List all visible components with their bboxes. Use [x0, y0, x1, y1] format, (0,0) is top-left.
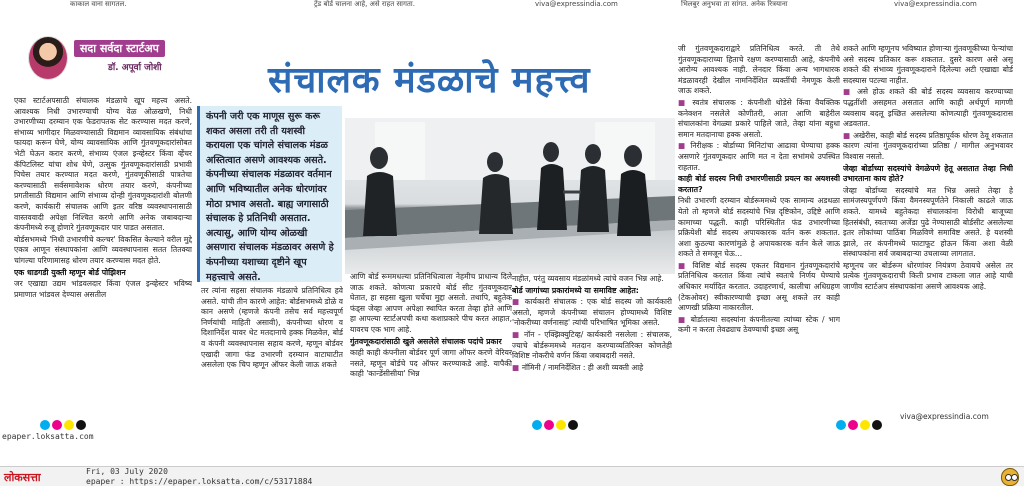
bullet-paragraph — [512, 330, 672, 362]
registration-marks-left — [40, 420, 86, 430]
bullet-text: असे होऊ शकते की बोर्ड सदस्य व्यवसाय करण्याच्या पद्धतींशी असहमत असतात आणि काही अर्थपूर्ण मागणी व्यवसाय बदलू इच्छित असलेल्या कोणत्याही गुंतवणूकदारास अडवतात. — [843, 87, 1013, 129]
registration-marks-center — [532, 420, 578, 430]
bullet-text: अखेरीस, काही बोर्ड सदस्य प्रतिष्ठापूर्वक धोरण ठेवू शकतात कारण त्यांना गुंतवणूकदारांच्या प्रतिष्ठा / मागील अनुभवावर विश्वास नसतो. — [843, 130, 1013, 161]
bullet-paragraph — [678, 98, 840, 140]
footer-link[interactable]: epaper : https://epaper.loksatta.com/c/53171884 — [86, 477, 313, 486]
body-paragraph: बोर्डसभमध्ये 'निधी उभारणीचे कल्चर' विकसित केल्याने वरील मुद्दे एकत्र आणून संस्थापकांना आणि व्यवस्थापनास सतत तितक्या चांगल्या परिणामासह धोरण तयार करण्यास मदत होते. — [14, 234, 192, 265]
top-strip-mid-text: ट्रेंड बोर्ड चालना आहे, असे राहत सागता. — [314, 0, 415, 8]
bullet-text: निरीक्षक : बोर्डाच्या मिनिटांचा आढावा घेण्याचा हक्क असणारे गुंतवणूकदार आणि मत न देता सभांमधे उपस्थित राहतात. — [678, 141, 840, 172]
footer-meta — [86, 467, 312, 486]
bullet-paragraph — [512, 297, 672, 329]
article-column-3 — [350, 272, 512, 438]
body-paragraph: जेव्हा बोर्डाच्या सदस्यांचे मत भिन्न असते तेव्हा हे सामंजस्यपूर्णपणे किंवा वैमनस्यपूर्णतेने निकाली काढले जाऊ शकते. यामध्ये बहुतेकदा संचालकांना विरोधी बाजूच्या हितसंबंधी, स्वतःच्या अजेंडा पुढे नेण्यासाठी बोर्डसीट असलेल्या इतर लोकांच्या पाठिंबा मिळविणे समाविष्ट असते. हे यशस्वी झाले, तर कंपनीमध्ये फाटाफूट होऊन किंवा अशा वेळी संस्थापकांना सर्व जबाबदाऱ्या उचलाव्या लागतात. — [843, 185, 1013, 259]
bullet-text: नॉन - एक्झिक्युटिव्ह/ कार्यकारी नसलेला : संचालक, ज्याचे बोर्डरूममध्ये मतदान करण्याव्यतिरिक्त कोणतेही विशिष्ट नोकरीचे वर्णन किंवा जबाबदारी नसते. — [512, 329, 672, 361]
bullet-text: बोर्डातल्या सदस्यांना कंपनीतल्या त्यांच्या स्टेक / भाग कमी न करता तेवढ्याच ठेवण्याची इच्छा असू — [678, 314, 840, 335]
bullet-paragraph — [678, 315, 840, 336]
author-name: डॉ. अपूर्वा जोशी — [108, 63, 162, 73]
subheading: काही बोर्ड सदस्य निधी उभारणीसाठी प्रयत्न का अयशस्वी करतात? — [678, 174, 840, 194]
body-paragraph: आणि बोर्ड रूममधल्या प्रतिनिधित्वाला नेहमीच प्राधान्य दिले जाऊ शकते. कोणत्या प्रकारचे बोर्ड सीट गुंतवणूकदार घेतात, हा सहसा खुला चर्चेचा मुद्दा असतो. तथापि, बहुतेक फंड्स जेव्हा आपण अपेक्षा स्थापित करता तेव्हा होते आणि हा आपल्या स्टार्टअपची कथा कशाप्रकारे पीच करत आहात, यावरच एक भाग आहे. — [350, 272, 512, 334]
article-column-2 — [201, 286, 343, 444]
subheading: जेव्हा बोर्डाच्या सदस्यांचे वेगळेपणे हेतू असतात तेव्हा निधी उभारताना काय होते? — [843, 163, 1013, 184]
print-url[interactable]: epaper.loksatta.com — [2, 432, 94, 441]
bullet-text: विशिष्ट बोर्ड सदस्य एकतर विद्यमान गुंतवणूकदारांचे प्रतिनिधित्व करतात किंवा त्यांचे स्वतःचे निर्णय घेण्याचे अधिकार मर्यादित करतात. उदाहरणार्थ, कालीचा अधिग्रहण (टेकओवर) स्वीकारण्याची इच्छा असू शकते तर काही आणखी प्रक्रिया नाकारतील. — [678, 260, 840, 313]
body-paragraph: जर एखाद्या उद्यम भांडवलदार किंवा एंजल इन्व्हेस्टर भविष्य प्रमाणात भांडवल देण्यास असतील — [14, 279, 192, 299]
bullet-paragraph — [843, 131, 1013, 163]
bullet-marker: ■ — [512, 329, 525, 339]
boardroom-figures-image — [345, 118, 675, 274]
body-paragraph: नाहीत, परंतु व्यवसाय मंडळांमध्ये त्यांचे वजन भिन्न आहे. — [512, 274, 664, 283]
registration-marks-right — [836, 420, 882, 430]
bullet-marker: ■ — [512, 362, 522, 372]
bullet-marker: ■ — [678, 97, 693, 107]
epaper-footer — [0, 466, 1024, 486]
column-name-tag: सदा सर्वदा स्टार्टअप — [74, 40, 165, 57]
body-paragraph: तर त्यांना सहसा संचालक मंडळाचे प्रतिनिधित्व हवे असते. यांची तीन कारणे आहेत: बोर्डसभमध्ये डोळे व कान असणे (म्हणजे कंपनी तसेच सर्व महत्त्वपूर्ण निर्णयांची माहिती असावी), कंपनीच्या धोरण व दिशानिर्देश यावर थेट मतदानाचे हक्क मिळवेल, बोर्ड व कंपनी व्यवस्थापनास सहाय करणे, म्हणून बोर्डवर एखादी जागा फंड उभारणी दरम्यान वाटाघाटीत असलेला एक चिप म्हणून ऑफर केली जाऊ शकते — [201, 286, 343, 370]
bullet-paragraph — [678, 141, 840, 173]
subheading: गुंतवणूकदारांसाठी खुले असलेले संचालक पदांचे प्रकार — [350, 336, 502, 346]
body-paragraph: म्हणूनच जर बोर्डरूम धोरणांवर नियंत्रण ठेवायचे असेल तर प्रत्येक गुंतवणूकदाराची किती प्रभाव टाकला जात आहे याची जाणीव स्टार्टअप संस्थापकांना असणे आवश्यक आहे. — [843, 260, 1013, 292]
bullet-marker: ■ — [678, 260, 693, 270]
body-paragraph: शकते आणि म्हणूनच भविष्यात होणाऱ्या गुंतवणूकीच्या फेऱ्यांचा असे सदस्य प्रतिकार करू शकतात. दुसरे कारण असे असू शकते की संभाव्य गुंतवणूकदाराने दिलेल्या अटी एखाद्या बोर्ड सदस्यास पटल्या नाहीत. — [843, 44, 1013, 85]
subheading: बोर्ड जागांच्या प्रकारांमध्ये या समाविष्ट आहेत: — [512, 285, 639, 295]
top-strip-left-text: काकाल वाना सागतल. — [70, 0, 127, 8]
body-paragraph: काही काही कंपनीला बोर्डवर पूर्ण जागा ऑफर करणे वेरियर नसते, म्हणून बोर्डचे पद ऑफर करण्याकडे आहे. यापैकी काही 'कान्डेंसीसीया' भिन्न — [350, 348, 512, 379]
epaper-article-page — [0, 14, 1024, 466]
top-strip — [0, 0, 1024, 14]
bullet-marker: ■ — [843, 130, 854, 140]
bullet-text: स्वतंत्र संचालक : कंपनीशी थोडेसे किंवा वैयक्तिक कनेक्शन नसलेले कोणीतरी, आता आणि बाहेरील संचालकांना वेगळ्या प्रकारे पाहिले जाते, तेव्हा यांना बहुधा समान मतदानाचा हक्क असतो. — [678, 97, 840, 139]
body-paragraph: जी गुंतवणूकदाराद्वारे प्रतिनिधित्व करते. ती तेथे गुंतवणूकदाराच्या हिताचे रक्षण करण्यासाठी आहे, कंपनीचे आरोग्य आवश्यक नाही. लेनदार किंवा अन्य भागधारक मंडळावरही देखील नामनिर्देशित व्यक्तींची नेमणूक केली जाऊ शकते. — [678, 44, 840, 96]
article-column-1 — [14, 96, 192, 438]
article-column-6 — [843, 44, 1013, 406]
top-strip-right-text: भिलबुर अनुभवा ता सांगत. अनेक रित्रयाना — [681, 0, 788, 8]
bullet-text: नॉमिनी / नामनिर्देशित : ही अशी व्यक्ती आहे — [521, 362, 644, 372]
column-header — [12, 34, 198, 82]
bullet-paragraph — [678, 261, 840, 314]
footer-date: Fri, 03 July 2020 — [86, 467, 168, 476]
bullet-text: कार्यकारी संचालक : एक बोर्ड सदस्य जो कार्यकारी असतो, म्हणजे कंपनीच्या संचालन होण्यामध्ये विशिष्ट 'नोकरीच्या वर्णनासह' त्यांची परिभाषित भूमिका असते. — [512, 297, 672, 328]
article-headline: संचालक मंडळाचे महत्त्व — [268, 60, 591, 101]
subheading: एक धाडगडी युक्ती म्हणून बोर्ड पोझिशन — [14, 267, 126, 277]
bullet-marker: ■ — [843, 87, 858, 97]
author-email[interactable]: viva@expressindia.com — [900, 412, 989, 421]
loksatta-logo[interactable]: लोकसत्ता — [4, 471, 41, 484]
top-strip-email-left[interactable]: viva@expressindia.com — [535, 0, 618, 8]
bullet-marker: ■ — [512, 297, 525, 307]
top-strip-email-right[interactable]: viva@expressindia.com — [894, 0, 977, 8]
article-column-4 — [512, 274, 672, 440]
article-photo — [345, 118, 675, 274]
article-column-5 — [678, 44, 840, 436]
owl-icon — [1001, 468, 1019, 486]
bullet-marker: ■ — [678, 141, 691, 151]
author-avatar — [28, 36, 68, 80]
bullet-marker: ■ — [678, 314, 691, 324]
body-paragraph: निधी उभारणी दरम्यान बोर्डरूममध्ये एक सामान्य अडथळा येतो तो म्हणजे बोर्ड सदस्यांचे भिन्न दृष्टिकोन, उद्दिष्टे आणि कामाच्या पद्धती. काही परिस्थितीत फंड उभारणीच्या प्रक्रियेशी बोर्ड सदस्य अपायकारक वर्तन करू शकतात. अशा कुठल्या कारणांमुळे हे अपायकारक वर्तन केले जाऊ शकते ते समजून घेऊ... — [678, 196, 840, 259]
pull-quote: कंपनी जरी एक माणूस सुरू करू शकत असला तरी ती यशस्वी करायला एक चांगले संचालक मंडळ अस्तित्वात असणे आवश्यक असते. कंपनीच्या संचालक मंडळावर वर्तमान आणि भविष्यातील अनेक धोरणांवर मोठा प्रभाव असतो. बाह्य जगासाठी संचालक हे प्रतिनिधी असतात. अत्यासु, आणि योग्य ओळखी असणारा संचालक मंडळावर असणे हे कंपनीच्या यशाच्या दृष्टीने खूप महत्त्वाचे असते. — [197, 106, 342, 282]
bullet-paragraph — [843, 87, 1013, 129]
bullet-paragraph — [512, 363, 672, 374]
body-paragraph: एका स्टार्टअपसाठी संचालक मंडळाचे खूप महत्त्व असते. आवश्यक निधी उभारण्याची योग्य वेळ ओळखणे, निधी उभारणीच्या दरम्यान एक फेडरापतक सेट करण्यास मदत करणे, संभाव्य भागीदार मिळवण्यासाठी विद्यमान व्यावसायिक संबंधांचा फायदा करून घेणे, योग्य व्यावसायिक आणि गुंतवणूकदारांसोबत भेटी घेऊन करार करणे, संभाव्य एंजल इन्व्हेस्टर किंवा व्हेंचर कॅपिटलिस्ट यांचा शोध घेणे, उत्सुक गुंतवणूकदारांसाठी प्रभावी पिचेस तयार करण्यात मदत करणे, गुंतवणूकीसाठी पात्रतेचा करण्यासाठी सर्वसमावेशक धोरण तयार करणे, कंपनीच्या प्रगतीसाठी विद्यमान आणि संभाव्य दोन्ही गुंतवणूकदारांशी बोलणी करणे, कार्यकारी संचालक आणि इतर वरिष्ठ व्यवस्थापनासाठी वास्तववादी अपेक्षा निश्चित करणे आणि अनेक जबाबदाऱ्या कंपनीमध्ये रुजू होणारे गुंतवणूकदार पार पाडत असतात. — [14, 96, 192, 233]
